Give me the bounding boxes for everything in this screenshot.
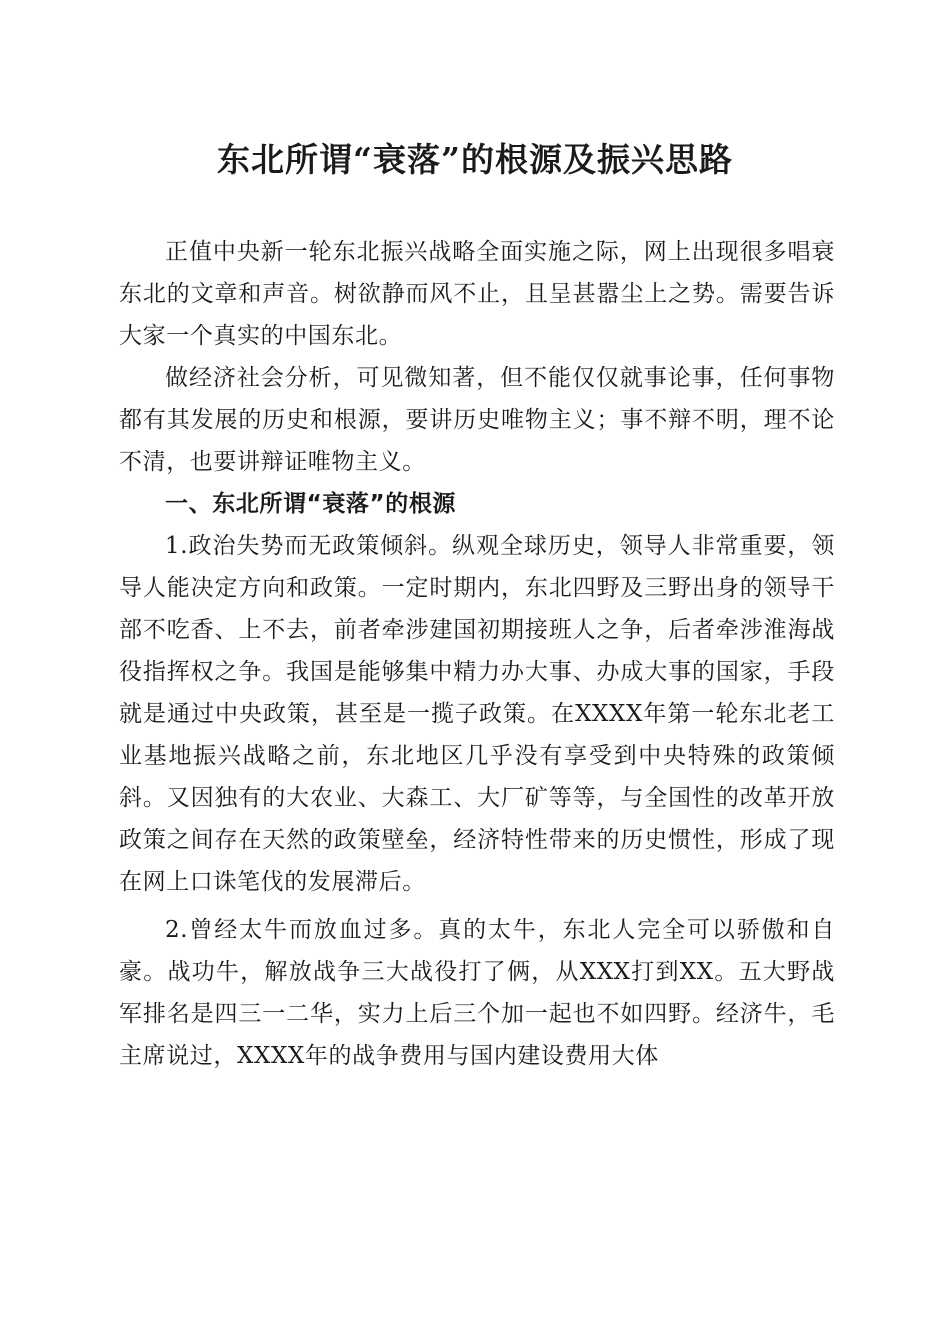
paragraph-point-2: 2.曾经太牛而放血过多。真的太牛，东北人完全可以骄傲和自豪。战功牛，解放战争三大战役打了俩，从XXX打到XX。五大野战军排名是四三一二华，实力上后三个加一起也不如四野。经济牛，毛主席说过，XXXX年的战争费用与国内建设费用大体: [119, 917, 835, 1069]
paragraph-intro: 正值中央新一轮东北振兴战略全面实施之际，网上出现很多唱衰东北的文章和声音。树欲静而风不止，且呈甚嚣尘上之势。需要告诉大家一个真实的中国东北。: [119, 239, 835, 349]
document-body: [119, 231, 835, 1077]
paragraph-point-1: 1.政治失势而无政策倾斜。纵观全球历史，领导人非常重要，领导人能决定方向和政策。一定时期内，东北四野及三野出身的领导干部不吃香、上不去，前者牵涉建国初期接班人之争，后者牵涉淮海战役指挥权之争。我国是能够集中精力办大事、办成大事的国家，手段就是通过中央政策，甚至是一揽子政策。在XXXX年第一轮东北老工业基地振兴战略之前，东北地区几乎没有享受到中央特殊的政策倾斜。又因独有的大农业、大森工、大厂矿等等，与全国性的改革开放政策之间存在天然的政策壁垒，经济特性带来的历史惯性，形成了现在网上口诛笔伐的发展滞后。: [119, 533, 835, 895]
section-heading-1: 一、东北所谓“衰落”的根源: [165, 491, 457, 517]
paragraph-analysis: 做经济社会分析，可见微知著，但不能仅仅就事论事，任何事物都有其发展的历史和根源，要讲历史唯物主义；事不辩不明，理不论不清，也要讲辩证唯物主义。: [119, 365, 835, 475]
document-title: 东北所谓“衰落”的根源及振兴思路: [217, 140, 733, 179]
